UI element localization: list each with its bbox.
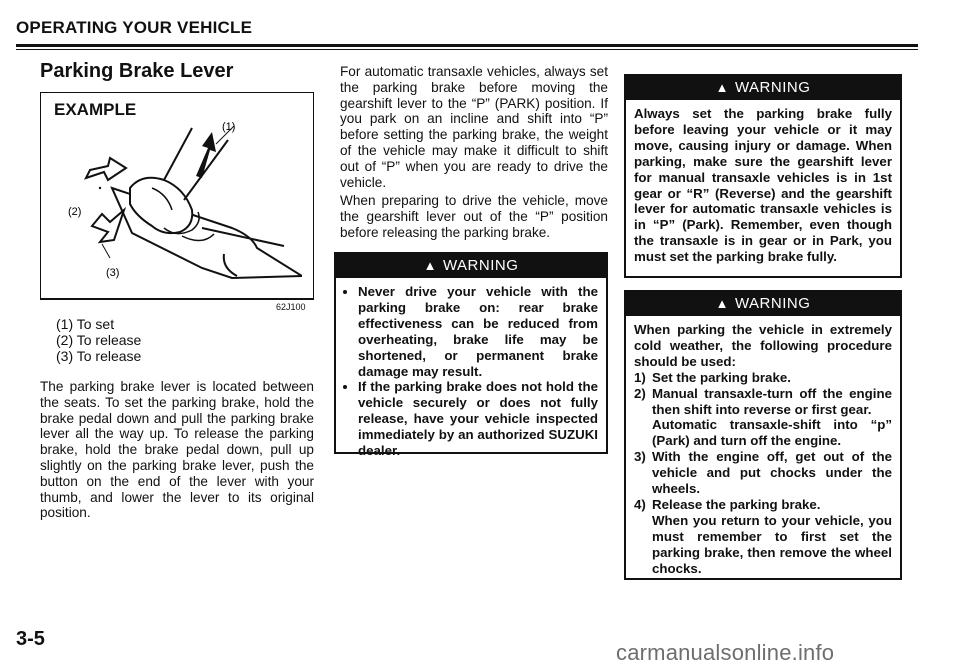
step-text: With the engine off, get out of the vehicle and put chocks under the wheels. (652, 449, 892, 497)
warning-step (634, 449, 892, 497)
body-paragraph-left: The parking brake lever is located between the seats. To set the parking brake, hold the brake pedal down and pull the parking brake lever all the way up. To release the parking brake, hold the brake pedal down, pull up slightly on the parking brake lever, push the button on the end of the lever with your thumb, and lower the lever to its original position. (40, 379, 314, 521)
warning-box-1 (334, 252, 608, 459)
legend-item: (2) To release (56, 332, 142, 348)
body-paragraph-middle-2: When preparing to drive the vehicle, move the gearshift lever out of the “P” position before releasing the parking brake. (340, 193, 608, 240)
warning-header (626, 292, 900, 316)
warning-box-2 (624, 74, 902, 278)
page-heading: Parking Brake Lever (40, 60, 234, 82)
page-number: 3-5 (16, 628, 45, 650)
figure-label: EXAMPLE (54, 100, 137, 119)
step-text: Set the parking brake. (652, 369, 791, 385)
callout-3: (3) (106, 267, 120, 279)
warning-step (634, 386, 892, 450)
warning-box-3 (624, 290, 902, 580)
step-number: 3) (634, 449, 646, 465)
figure-legend (56, 316, 141, 364)
step-number: 1) (634, 369, 646, 385)
step-extra: When you return to your vehicle, you must remember to first set the parking brake, then remove the wheel chocks. (652, 512, 892, 576)
warning-title: WARNING (734, 79, 811, 96)
warning-title: WARNING (734, 295, 811, 312)
step-number: 4) (634, 496, 646, 512)
parking-brake-illustration (52, 118, 302, 290)
body-paragraph-middle-1: For automatic transaxle vehicles, always set the parking brake before moving the gearshift lever to the “P” (PARK) position. If you park on an incline and shift into “P” before setting the parking brake, the weight of the vehicle may make it difficult to shift out of “P” when you are ready to drive the vehicle. (340, 64, 608, 190)
section-title: OPERATING YOUR VEHICLE (16, 18, 253, 37)
warning-bullet: • If the parking brake does not hold the vehicle securely or does not fully release, have your vehicle inspected immediately by an authorized SUZUKI dealer. (358, 379, 598, 459)
legend-item: (3) To release (56, 348, 142, 364)
watermark: carmanualsonline.info (616, 640, 835, 665)
warning-header (626, 76, 900, 100)
figure-code: 62J100 (276, 302, 306, 312)
warning-header (336, 254, 606, 278)
warning-body (336, 278, 606, 465)
callout-2: (2) (68, 206, 82, 218)
warning-intro: When parking the vehicle in extremely cold weather, the following procedure should be used: (634, 322, 892, 369)
warning-bullet: • Never drive your vehicle with the parking brake on: rear brake effectiveness can be reduced from overheating, brake life may be shortened, or permanent brake damage may result. (358, 284, 598, 379)
warning-title: WARNING (442, 257, 519, 274)
warning-triangle-icon: ▲ (715, 296, 729, 311)
warning-step (634, 497, 892, 577)
warning-triangle-icon: ▲ (715, 80, 729, 95)
header-rule-thin (16, 49, 918, 50)
callout-1: (1) (222, 121, 236, 133)
header-rule (16, 44, 918, 47)
warning-triangle-icon: ▲ (423, 258, 437, 273)
step-number: 2) (634, 385, 646, 401)
warning-step (634, 370, 892, 386)
warning-body (626, 316, 900, 583)
legend-item: (1) To set (56, 316, 115, 332)
step-extra: Automatic transaxle-shift into “p” (Park) and turn off the engine. (652, 417, 892, 449)
warning-body: Always set the parking brake fully before leaving your vehicle or it may move, causing injury or damage. When parking, make sure the gearshift lever for manual transaxle vehicles is in 1st gear or “R” (Reverse) and the gearshift lever for automatic transaxle vehicles is in “P” (Park). Remember, even though the transaxle is in gear or in Park, you must set the parking brake fully. (634, 106, 892, 265)
step-text: Manual transaxle-turn off the engine then shift into reverse or first gear. (652, 385, 892, 417)
figure-bottom-rule (40, 298, 314, 300)
step-text: Release the parking brake. (652, 496, 821, 512)
